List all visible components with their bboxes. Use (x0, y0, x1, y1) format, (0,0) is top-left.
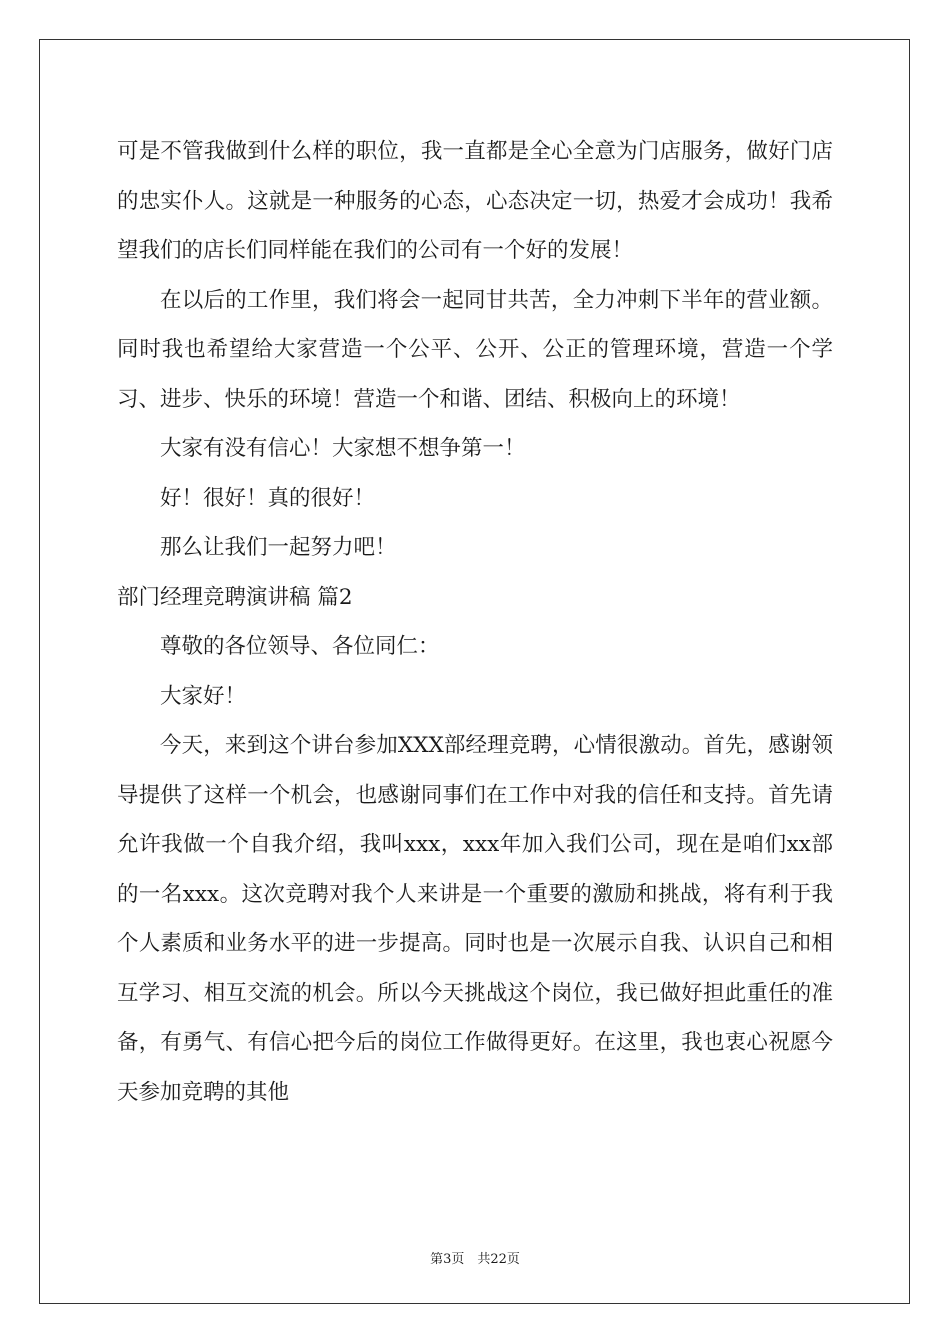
paragraph: 尊敬的各位领导、各位同仁： (160, 634, 440, 659)
paragraph: 在以后的工作里，我们将会一起同甘共苦，全力冲刺下半年的营业额。同时我也希望给大家营造一个公平、公开、公正的管理环境，营造一个学习、进步、快乐的环境！营造一个和谐、团结、积极向上的环境！ (117, 287, 833, 412)
paragraph: 可是不管我做到什么样的职位，我一直都是全心全意为门店服务，做好门店的忠实仆人。这就是一种服务的心态，心态决定一切，热爱才会成功！我希望我们的店长们同样能在我们的公司有一个好的发展！ (117, 139, 833, 263)
section-heading: 部门经理竞聘演讲稿 篇2 (117, 584, 353, 610)
document-body (117, 127, 833, 1117)
paragraph: 大家好！ (160, 683, 247, 709)
paragraph: 那么让我们一起努力吧！ (160, 535, 397, 560)
paragraph: 好！很好！真的很好！ (160, 485, 376, 511)
paragraph: 今天，来到这个讲台参加XXX部经理竞聘，心情很激动。首先，感谢领导提供了这样一个机会，也感谢同事们在工作中对我的信任和支持。首先请允许我做一个自我介绍，我叫xxx，xxx年加入我们公司，现在是咱们xx部的一名xxx。这次竞聘对我个人来讲是一个重要的激励和挑战，将有利于我个人素质和业务水平的进一步提高。同时也是一次展示自我、认识自己和相互学习、相互交流的机会。所以今天挑战这个岗位，我已做好担此重任的准备，有勇气、有信心把今后的岗位工作做得更好。在这里，我也衷心祝愿今天参加竞聘的其他 (117, 733, 833, 1105)
paragraph: 大家有没有信心！大家想不想争第一！ (160, 436, 526, 461)
page-footer: 第3页 共22页 (430, 1252, 520, 1267)
